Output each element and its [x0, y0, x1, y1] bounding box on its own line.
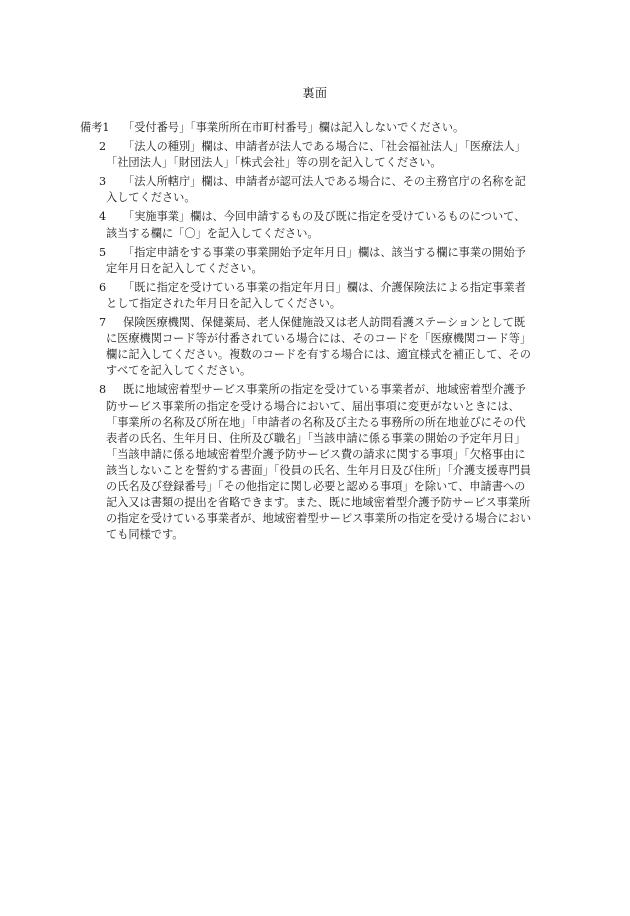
note-label-5: 5	[99, 245, 107, 259]
note-text-5: 「指定申請をする事業の事業開始予定年月日」欄は、該当する欄に事業の開始予定年月日を記入してください。	[106, 245, 526, 275]
note-text-2: 「法人の種別」欄は、申請者が法人である場合に、「社会福祉法人」「医療法人」「社団法人」「財団法人」「株式会社」等の別を記入してください。	[106, 140, 526, 170]
note-label-6: 6	[99, 280, 107, 294]
note-label-4: 4	[99, 210, 107, 224]
note-item-4	[0, 209, 630, 241]
note-item-8	[0, 382, 630, 543]
note-item-6	[0, 280, 630, 312]
note-text-7: 保険医療機関、保健薬局、老人保健施設又は老人訪問看護ステーションとして既に医療機関コード等が付番されている場合には、そのコードを「医療機関コード等」欄に記入してください。複数のコードを有する場合には、適宜様式を補正して、そのすべてを記入してください。	[106, 316, 532, 378]
note-text-4: 「実施事業」欄は、今回申請するもの及び既に指定を受けているものについて、該当する欄に「〇」を記入してください。	[106, 210, 526, 240]
note-text-3: 「法人所轄庁」欄は、申請者が認可法人である場合に、その主務官庁の名称を記入してください。	[106, 175, 526, 205]
note-label-8: 8	[99, 383, 107, 397]
notes-list	[0, 120, 630, 543]
note-item-1	[0, 120, 630, 136]
note-text-8: 既に地域密着型サービス事業所の指定を受けている事業者が、地域密着型介護予防サービス事業所の指定を受ける場合において、届出事項に変更がないときには、「事業所の名称及び所在地」「申請者の名称及び主たる事務所の所在地並びにその代表者の氏名、生年月日、住所及び職名」「当該申請に係る事業の開始の予定年月日」「当該申請に係る地域密着型介護予防サービス費の請求に関する事項」「欠格事由に該当しないことを誓約する書面」「役員の氏名、生年月日及び住所」「介護支援専門員の氏名及び登録番号」「その他指定に関し必要と認める事項」を除いて、申請書への記入又は書類の提出を省略できます。また、既に地域密着型介護予防サービス事業所の指定を受けている事業者が、地域密着型サービス事業所の指定を受ける場合においても同様です。	[106, 383, 532, 542]
note-label-3: 3	[99, 175, 107, 189]
note-label-2: 2	[99, 140, 107, 154]
note-text-6: 「既に指定を受けている事業の指定年月日」欄は、介護保険法による指定事業者として指定された年月日を記入してください。	[106, 280, 526, 310]
note-item-3	[0, 174, 630, 206]
note-text-1: 「受付番号」「事業所所在市町村番号」欄は記入しないでください。	[123, 121, 465, 134]
note-item-7	[0, 315, 630, 379]
page-title: 裏面	[302, 86, 328, 100]
note-item-5	[0, 245, 630, 277]
note-label-1: 備考1	[80, 121, 110, 134]
note-label-7: 7	[99, 316, 107, 330]
note-item-2	[0, 139, 630, 171]
